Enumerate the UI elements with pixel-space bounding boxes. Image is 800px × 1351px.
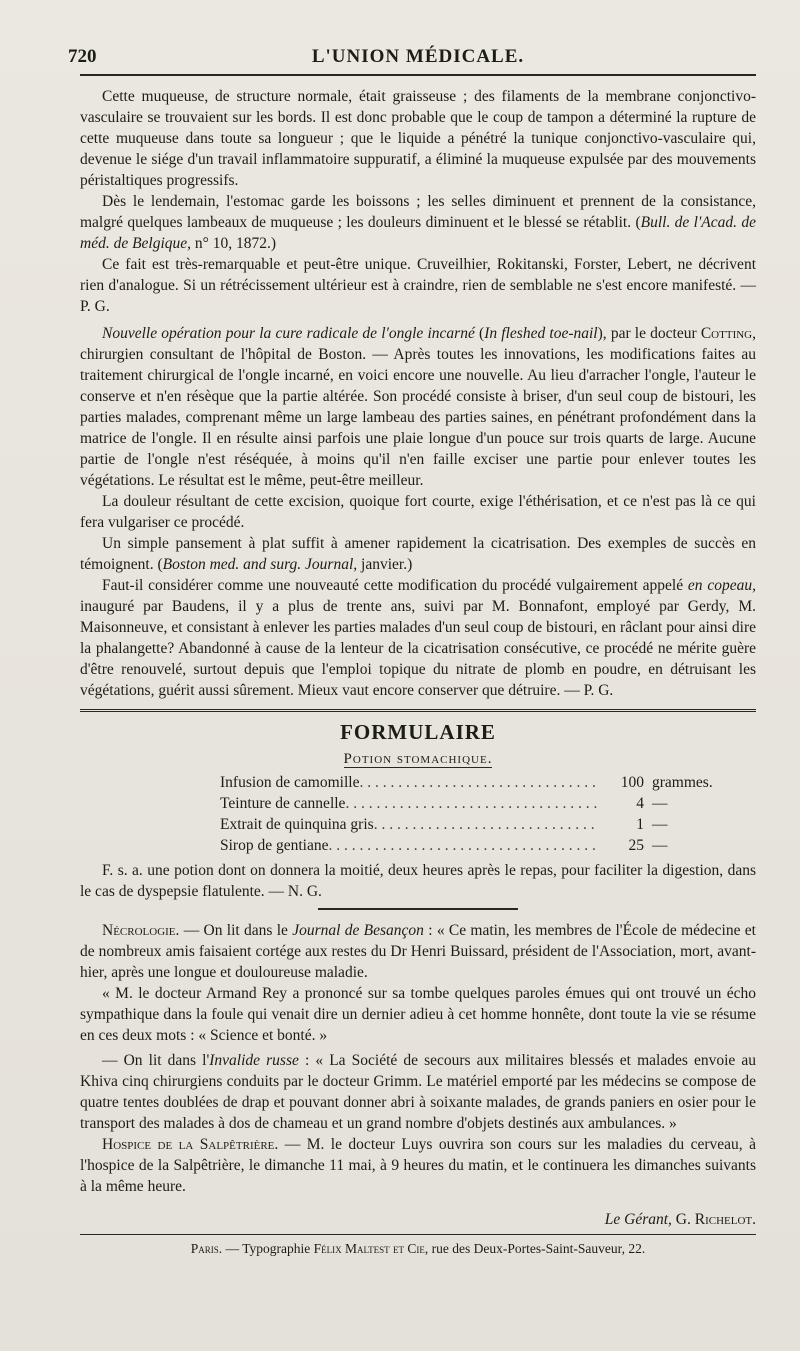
ingredient-row: Extrait de quinquina gris . . . 1 — bbox=[220, 814, 740, 835]
signature: Le Gérant, G. Richelot. bbox=[604, 1211, 756, 1228]
paragraph: La douleur résultant de cette excision, quoique fort courte, exige l'éthérisation, et ce n'est pas là ce qui fera vulgariser ce procédé. bbox=[80, 493, 756, 531]
ingredient-row: Infusion de camomille . . . 100 grammes. bbox=[220, 772, 740, 793]
header-rule bbox=[80, 74, 756, 76]
article-muqueuse bbox=[80, 86, 756, 317]
ingredient-row: Sirop de gentiane . . . 25 — bbox=[220, 835, 740, 856]
paragraph: Nouvelle opération pour la cure radicale de l'ongle incarné (In fleshed toe-nail), par le docteur Cotting, chirurgien consultant de l'hôpital de Boston. — Après toutes les innovations, les modifications faites au traitement chirurgical de l'ongle incarné, en voici encore une nouvelle. Au lieu d'arracher l'ongle, l'auteur le conserve et n'en résèque que la partie altérée. Son procédé consiste à briser, d'un seul coup de bistouri, les parties malades, comprenant même un large lambeau des parties saines, en pénétrant profondément dans la matrice de l'ongle. Il en résulte ainsi parfois une plaie longue d'un pouce sur trois quarts de large. Aucune partie de l'ongle n'est réséquée, à moins qu'il n'en faille exciser une partie pour enlever toutes les végétations. Le résultat est le même, peut-être meilleur. bbox=[80, 325, 756, 489]
article-title: Nouvelle opération pour la cure radicale de l'ongle incarné bbox=[102, 325, 475, 342]
section-separator bbox=[318, 908, 518, 910]
paragraph: — On lit dans l'Invalide russe : « La Société de secours aux militaires blessés et malades envoie au Khiva cinq chirurgiens conduits par le docteur Grimm. Le matériel emporté par les médecins se compose de quatre tentes doublées de drap et pouvant donner abri à soixante malades, de grands paniers en osier pour le transport des malades à dos de chameau et un grand nombre d'objets destinés aux ambulances. » bbox=[80, 1052, 757, 1132]
article-ongle-incarne bbox=[80, 323, 756, 701]
citation: Bull. de l'Acad. de méd. de Belgique, bbox=[80, 214, 756, 252]
rubric-label: Hospice de la Salpêtrière. bbox=[102, 1136, 279, 1153]
citation: Boston med. and surg. Journal, bbox=[162, 556, 358, 573]
paragraph: Un simple pansement à plat suffit à amener rapidement la cicatrisation. Des exemples de succès en témoignent. (Boston med. and surg. Journal, janvier.) bbox=[80, 535, 756, 573]
paragraph: Cette muqueuse, de structure normale, était graisseuse ; des filaments de la membrane conjonctivo-vasculaire se trouvaient sur les bords. Il est donc probable que le coup de tampon a déterminé la rupture de cette muqueuse dans toute sa longueur ; que le liquide a pénétré la tunique conjonctivo-vasculaire qui, devenue le siége d'un travail inflammatoire suppuratif, a éliminé la muqueuse expulsée par des mouvements péristaltiques progressifs. bbox=[80, 88, 756, 189]
footer-rule bbox=[80, 1234, 756, 1235]
paragraph: Nécrologie. — On lit dans le Journal de Besançon : « Ce matin, les membres de l'École de médecine et de nombreux amis faisaient cortége aux restes du Dr Henri Buissard, président de l'Association, mort, avant-hier, après une longue et douloureuse maladie. bbox=[80, 922, 756, 981]
paragraph: « M. le docteur Armand Rey a prononcé sur sa tombe quelques paroles émues qui ont trouvé un écho sympathique dans la foule qui venait dire un dernier adieu à cet homme honnête, dont toute la vie se résume en ces deux mots : « Science et bonté. » bbox=[80, 985, 756, 1044]
recipe-title: Potion stomachique. bbox=[343, 751, 493, 767]
printer-imprint: Paris. — Typographie Félix Maltest et Cie, rue des Deux-Portes-Saint-Sauveur, 22. bbox=[190, 1241, 646, 1256]
paragraph: Dès le lendemain, l'estomac garde les boissons ; les selles diminuent et prennent de la consistance, malgré quelques lambeaux de muqueuse ; les douleurs diminuent et le blessé se rétablit. (Bull. de l'Acad. de méd. de Belgique, n° 10, 1872.) bbox=[80, 193, 756, 252]
section-separator bbox=[80, 709, 756, 712]
news-section bbox=[80, 920, 756, 1197]
paragraph: Hospice de la Salpêtrière. — M. le docteur Luys ouvrira son cours sur les maladies du cerveau, à l'hospice de la Salpêtrière, le dimanche 11 mai, à 9 heures du matin, et le continuera les dimanches suivants à la même heure. bbox=[80, 1136, 756, 1195]
ingredient-list bbox=[220, 772, 740, 856]
page-number: 720 bbox=[68, 46, 97, 67]
paragraph: F. s. a. une potion dont on donnera la moitié, deux heures après le repas, pour faciliter la digestion, dans le cas de dyspepsie flatulente. — N. G. bbox=[80, 862, 756, 900]
formulaire-section bbox=[80, 720, 756, 902]
author-name: Cotting bbox=[700, 325, 753, 342]
rubric-label: Nécrologie. bbox=[102, 922, 180, 939]
page-header bbox=[68, 40, 756, 74]
paragraph: Ce fait est très-remarquable et peut-être unique. Cruveilhier, Rokitanski, Forster, Lebert, ne décrivent rien d'analogue. Si un rétrécissement ultérieur est à craindre, rien de semblable ne s'est encore manifesté. — P. G. bbox=[80, 256, 756, 315]
running-title: L'UNION MÉDICALE. bbox=[311, 46, 525, 67]
section-title: FORMULAIRE bbox=[340, 720, 496, 744]
ingredient-row: Teinture de cannelle . . . 4 — bbox=[220, 793, 740, 814]
paragraph: Faut-il considérer comme une nouveauté cette modification du procédé vulgairement appelé en copeau, inauguré par Baudens, il y a plus de trente ans, suivi par M. Bonnafont, employé par Gerdy, M. Maisonneuve, et consistant à enlever les parties malades d'un seul coup de bistouri, en râclant pour ainsi dire la phalangette? Abandonné à cause de la lenteur de la cicatrisation consécutive, ce procédé ne mérite guère d'être renouvelé, surtout depuis que l'emploi topique du nitrate de plomb en poudre, en détruisant les végétations, guérit aussi sûrement. Mieux vaut encore conserver que détruire. — P. G. bbox=[80, 577, 756, 699]
